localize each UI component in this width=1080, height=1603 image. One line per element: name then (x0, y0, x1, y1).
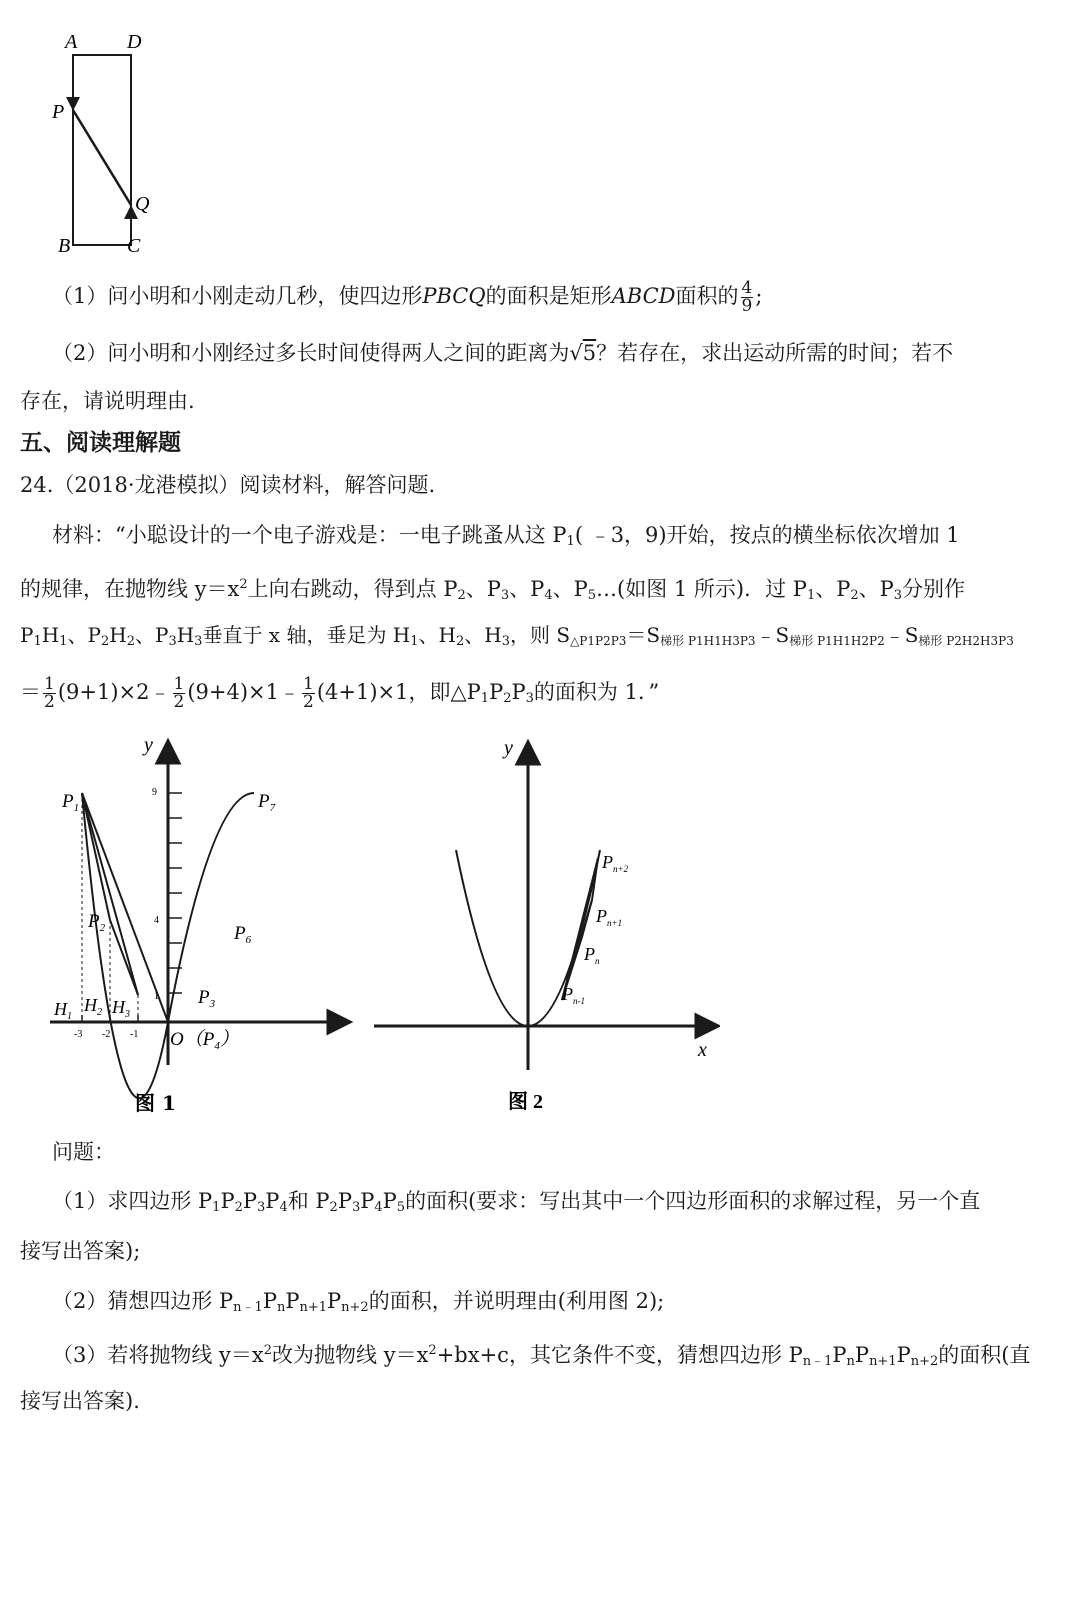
fraction-half-3: $\frac{1}{2}$ (303, 674, 314, 712)
fig2-quadrilateral (562, 858, 598, 1000)
questions-label: 问题： (52, 1140, 115, 1164)
q24-material-line4: ＝ $\frac{1}{2}$ (9+1)×2﹣ $\frac{1}{2}$ (9+4)×1﹣ $\frac{1}{2}$ (4+1)×1，即$\triangle P_1P_2P_3$的面积为 1．” (20, 674, 660, 712)
q24-material-line1: 材料：“小聪设计的一个电子游戏是：一电子跳蚤从这 $P_1$( ﹣3，9)开始，按点的横坐标依次增加 1 (52, 523, 960, 549)
q24-question1-cont: 接写出答案); (20, 1239, 141, 1263)
fig2-x-label: x (698, 1039, 707, 1061)
fraction-half-1: $\frac{1}{2}$ (44, 674, 55, 712)
fraction-half-2: $\frac{1}{2}$ (173, 674, 185, 712)
fig1-y-label: y (144, 734, 153, 756)
fig2-y-label: y (504, 737, 513, 759)
fig2-p-n: $P_n$ (584, 944, 600, 966)
fig1-tick-9: 9 (152, 787, 157, 798)
rectangle-figure (40, 20, 180, 270)
fig1-p3: $P_3$ (198, 987, 216, 1010)
fig2-p-nm1: $P_{n-1}$ (562, 984, 585, 1006)
fig1-tick-4: 4 (154, 915, 159, 926)
q24-question1: （1）求四边形 $P_1P_2P_3P_4$和 $P_2P_3P_4P_5$的面积(要求：写出其中一个四边形面积的求解过程，另一个直 (52, 1189, 981, 1215)
q24-header: 24.（2018·龙港模拟）阅读材料，解答问题. (20, 473, 436, 497)
fig1-origin-label: $O(P_4)$ (170, 1029, 239, 1052)
fig1-tick-m3: -3 (74, 1029, 83, 1040)
fig1-p2: $P_2$ (88, 911, 106, 934)
fig1-p6: $P_6$ (234, 923, 252, 946)
q24-material-line2: 的规律，在抛物线 $y=x^2$上向右跳动，得到点 $P_2$、$P_3$、$P_4$、$P_5\dots$(如图 1 所示)．过 $P_1$、$P_2$、$P_3$分别作 (20, 577, 966, 603)
fig1-p7: $P_7$ (258, 791, 276, 814)
label-p: P (52, 101, 65, 123)
fig1-caption: 图 1 (135, 1091, 176, 1115)
fig1-h2: $H_2$ (84, 995, 102, 1018)
fraction-4-9: $\frac{4}{9}$ (741, 278, 753, 316)
fig1-h1: $H_1$ (54, 999, 72, 1022)
fig2-caption: 图 2 (508, 1091, 543, 1113)
figure-1 (40, 725, 360, 1125)
fig2-p-n1: $P_{n+1}$ (596, 906, 623, 928)
label-a: A (65, 31, 78, 53)
q24-material-line3: $P_1H_1$、$P_2H_2$、$P_3H_3$垂直于 x 轴，垂足为 $H_1$、$H_2$、$H_3$，则 $S_{\triangle P1P2P3}=S_{梯形 P1H1H3P3}﹣S_{梯形 P1H1H2P2}﹣S_{梯形 P2H2H3P3}$ (20, 623, 1014, 649)
fig1-tick-1: 1 (154, 991, 159, 1002)
fig1-p1: $P_1$ (62, 791, 80, 814)
sqrt-symbol: √ (569, 341, 583, 365)
segment-pq (73, 110, 131, 205)
figure-2 (370, 730, 720, 1125)
label-b: B (58, 235, 71, 257)
label-d: D (127, 31, 142, 53)
label-q: Q (135, 193, 150, 215)
fig1-tick-m1: -1 (130, 1029, 139, 1040)
fig1-tick-m2: -2 (102, 1029, 111, 1040)
q24-question2: （2）猜想四边形 $P_{n﹣1}P_nP_{n+1}P_{n+2}$的面积，并说明理由(利用图 2); (52, 1289, 665, 1315)
fig1-h3: $H_3$ (112, 997, 130, 1020)
q24-question3: （3）若将抛物线 $y=x^2$改为抛物线 $y=x^2+bx+c$，其它条件不变，猜想四边形 $P_{n﹣1}P_nP_{n+1}P_{n+2}$的面积(直 (52, 1343, 1031, 1369)
q24-question3-cont: 接写出答案). (20, 1389, 140, 1413)
rectangle-abcd (73, 55, 131, 245)
section-heading: 五、阅读理解题 (20, 430, 181, 456)
q23-part2: （2）问小明和小刚经过多长时间使得两人之间的距离为√5？若存在，求出运动所需的时间；若不 (52, 341, 954, 365)
q23-part1: （1）问小明和小刚走动几秒，使四边形PBCQ的面积是矩形ABCD面积的 $\frac{4}{9}$ ; (52, 278, 763, 316)
q23-part2-cont: 存在，请说明理由. (20, 389, 195, 413)
label-c: C (127, 235, 141, 257)
fig2-p-n2: $P_{n+2}$ (602, 852, 629, 874)
